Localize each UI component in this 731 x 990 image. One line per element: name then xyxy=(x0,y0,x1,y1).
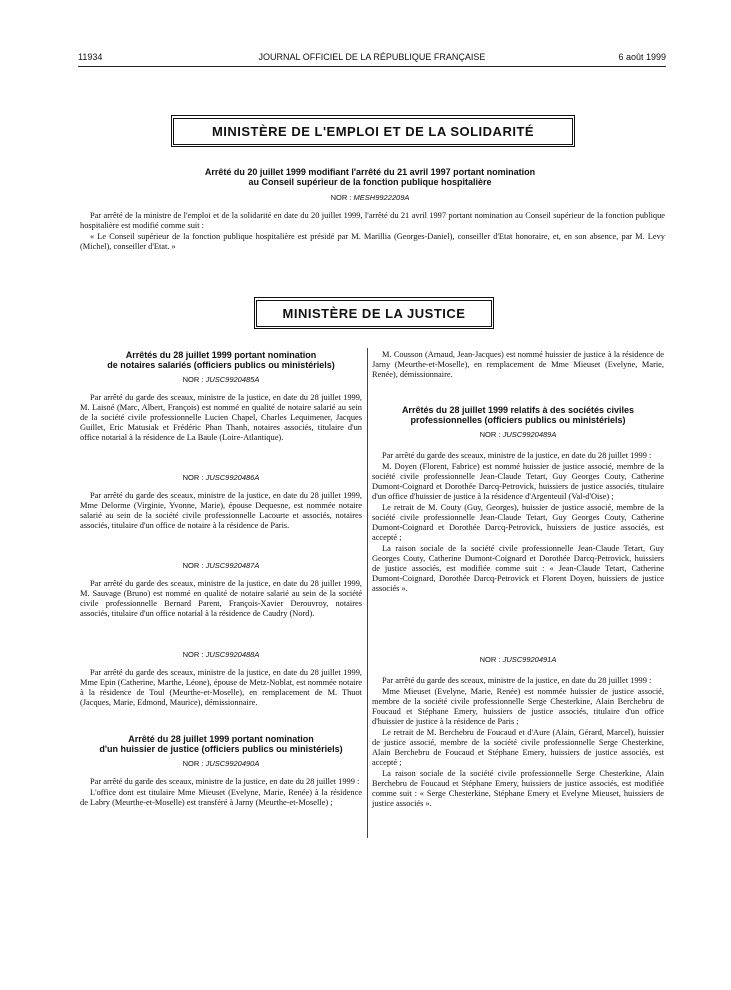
article-text xyxy=(372,451,664,594)
paragraph: M. Cousson (Arnaud, Jean-Jacques) est nommé huissier de justice à la résidence de Jarny (Meurthe-et-Moselle), en remplacement de Mme Mieuset (Evelyne, Marie, Renée), démissionnaire. xyxy=(372,350,664,379)
arrete-title-line2: d'un huissier de justice (officiers publics ou ministériels) xyxy=(99,744,343,754)
paragraph: Par arrêté du garde des sceaux, ministre de la justice, en date du 28 juillet 1999, Mme Epin (Catherine, Marthe, Léone), épouse de Metz-Noblat, est nommée notaire à la résidence de Toul (Meurthe-et-Moselle), en remplacement de M. Thuot (Jacques, Marie, Edmond, Maurice), démissionnaire. xyxy=(80,668,362,707)
paragraph: Par arrêté du garde des sceaux, ministre de la justice, en date du 28 juillet 1999, Mme Delorme (Virginie, Yvonne, Marie), épouse Dequesne, est nommée notaire salarié au sein de la société civile professionnelle Lacourte et associés, notaires associés, titulaire d'un office de notaire à la résidence de Paris. xyxy=(80,491,362,530)
nor-label: NOR : xyxy=(182,561,204,570)
paragraph: La raison sociale de la société civile professionnelle Jean-Claude Tetart, Guy Georges Couty, Catherine Dumont-Coignard et Dorothée Darcq-Petrovick, huissiers de justice associés, est modifiée comme suit : « Jean-Claude Tetart, Catherine Dumont-Coignard, Dorothée Darcq-Petrovick et Florent Doyen, huissiers de justice associés ». xyxy=(372,544,664,593)
nor-code: JUSC9920485A xyxy=(205,375,260,384)
emploi-text xyxy=(80,211,665,252)
arrete-title-line2: de notaires salariés (officiers publics ou ministériels) xyxy=(107,360,335,370)
nor-reference xyxy=(120,193,620,202)
nor-code: JUSC9920487A xyxy=(205,561,260,570)
arrete-title-line1: Arrêté du 20 juillet 1999 modifiant l'arrêté du 21 avril 1997 portant nomination xyxy=(204,167,536,177)
nor-reference xyxy=(80,650,362,659)
paragraph: Mme Mieuset (Evelyne, Marie, Renée) est nommée huissier de justice associé, membre de la société civile professionnelle Serge Chesterkine, Alain Berchebru de Foucaud et Stéphane Emery, huissiers de justice associés, titulaire d'un office d'huissier de justice à la résidence de Paris ; xyxy=(372,687,664,726)
article-text xyxy=(372,676,664,809)
article-text xyxy=(372,350,664,380)
nor-label: NOR : xyxy=(182,473,204,482)
nor-label: NOR : xyxy=(479,655,501,664)
nor-label: NOR : xyxy=(330,193,352,202)
nor-label: NOR : xyxy=(182,759,204,768)
nor-reference xyxy=(80,561,362,570)
article-text xyxy=(80,579,362,619)
paragraph: L'office dont est titulaire Mme Mieuset (Evelyne, Marie, Renée) à la résidence de Labry (Meurthe-et-Moselle) est transféré à Jarny (Meurthe-et-Moselle) ; xyxy=(80,788,362,807)
ministry-heading-emploi xyxy=(171,115,575,147)
article-text xyxy=(80,393,362,443)
arrete-title xyxy=(80,350,362,370)
header-rule xyxy=(78,66,666,67)
paragraph: La raison sociale de la société civile professionnelle Serge Chesterkine, Alain Berchebru de Foucaud et Stéphane Emery, huissiers de justice associés, est modifiée comme suit : « Serge Chesterkine, Stéphane Emery et Evelyne Mieuset, huissiers de justice associés ». xyxy=(372,769,664,808)
paragraph: Le retrait de M. Berchebru de Foucaud et d'Aure (Alain, Gérard, Marcel), huissier de justice associé, membre de la société civile professionnelle Serge Chesterkine, Alain Berchebru de Foucaud et Stéphane Emery, huissiers de justice associés, est accepté ; xyxy=(372,728,664,767)
paragraph: Par arrêté du garde des sceaux, ministre de la justice, en date du 28 juillet 1999, M. Sauvage (Bruno) est nommé en qualité de notaire salarié au sein de la société civile professionnelle Bernard Parent, François-Xavier Derouvroy, notaires associés, titulaire d'un office notarial à la résidence de Caudry (Nord). xyxy=(80,579,362,618)
paragraph: Par arrêté du garde des sceaux, ministre de la justice, en date du 28 juillet 1999 : xyxy=(382,451,652,460)
arrete-title-line1: Arrêtés du 28 juillet 1999 relatifs à des sociétés civiles xyxy=(401,405,635,415)
article-text xyxy=(80,777,362,808)
nor-reference xyxy=(372,655,664,664)
page-header xyxy=(78,52,666,66)
issue-date: 6 août 1999 xyxy=(618,52,666,62)
nor-code: JUSC9920489A xyxy=(502,430,557,439)
nor-code: JUSC9920488A xyxy=(205,650,260,659)
article-text xyxy=(80,668,362,708)
page-number: 11934 xyxy=(78,52,103,62)
arrete-title xyxy=(80,734,362,754)
journal-title: JOURNAL OFFICIEL DE LA RÉPUBLIQUE FRANÇAISE xyxy=(258,52,486,62)
arrete-title-line2: professionnelles (officiers publics ou ministériels) xyxy=(410,415,626,425)
nor-label: NOR : xyxy=(479,430,501,439)
ministry-heading-justice xyxy=(254,297,494,329)
paragraph: Le retrait de M. Couty (Guy, Georges), huissier de justice associé, membre de la société civile professionnelle Jean-Claude Tetart, Guy Georges Couty, Catherine Dumont-Coignard et Dorothée Darcq-Petrovick, huissiers de justice associés, est accepté ; xyxy=(372,503,664,542)
arrete-title-line1: Arrêtés du 28 juillet 1999 portant nomination xyxy=(125,350,317,360)
nor-code: JUSC9920486A xyxy=(205,473,260,482)
paragraph: M. Doyen (Florent, Fabrice) est nommé huissier de justice associé, membre de la société civile professionnelle Jean-Claude Tetart, Guy Georges Couty, Catherine Dumont-Coignard et Dorothée Darcq-Petrovick, huissiers de justice associés, titulaire d'un office d'huissier de justice à la résidence d'Argenteuil (Val-d'Oise) ; xyxy=(372,462,664,501)
ministry-heading-emploi-text: MINISTÈRE DE L'EMPLOI ET DE LA SOLIDARITÉ xyxy=(173,118,573,145)
nor-code: JUSC9920490A xyxy=(205,759,260,768)
column-separator xyxy=(367,348,368,838)
nor-code: JUSC9920491A xyxy=(502,655,557,664)
article-text xyxy=(80,491,362,531)
nor-label: NOR : xyxy=(182,650,204,659)
paragraph: Par arrêté du garde des sceaux, ministre de la justice, en date du 28 juillet 1999 : xyxy=(90,777,360,786)
nor-reference xyxy=(80,375,362,384)
nor-reference xyxy=(372,430,664,439)
paragraph: Par arrêté du garde des sceaux, ministre de la justice, en date du 28 juillet 1999, M. Laisné (Marc, Albert, François) est nommé en qualité de notaire salarié au sein de la société civile professionnelle Lucien Chapel, Charles Lequimener, Jacques Guillet, Eric Matusiak et Frédéric Phan Thanh, notaires associés, titulaire d'un office notarial à la résidence de La Baule (Loire-Atlantique). xyxy=(80,393,362,442)
nor-reference xyxy=(80,473,362,482)
nor-reference xyxy=(80,759,362,768)
paragraph: « Le Conseil supérieur de la fonction publique hospitalière est présidé par M. Marillia (Georges-Daniel), conseiller d'Etat honoraire, et, en son absence, par M. Levy (Michel), conseiller d'Etat. » xyxy=(80,232,665,251)
nor-label: NOR : xyxy=(182,375,204,384)
arrete-title xyxy=(120,167,620,187)
arrete-title-line2: au Conseil supérieur de la fonction publique hospitalière xyxy=(248,177,492,187)
nor-code: MESH9922209A xyxy=(353,193,410,202)
arrete-title-line1: Arrêté du 28 juillet 1999 portant nomination xyxy=(128,734,314,744)
ministry-heading-justice-text: MINISTÈRE DE LA JUSTICE xyxy=(256,300,492,327)
arrete-title xyxy=(372,405,664,425)
paragraph: Par arrêté du garde des sceaux, ministre de la justice, en date du 28 juillet 1999 : xyxy=(382,676,652,685)
paragraph: Par arrêté de la ministre de l'emploi et de la solidarité en date du 20 juillet 1999, l'arrêté du 21 avril 1997 portant nomination au Conseil supérieur de la fonction publique hospitalière est modifié comme suit : xyxy=(80,211,665,230)
